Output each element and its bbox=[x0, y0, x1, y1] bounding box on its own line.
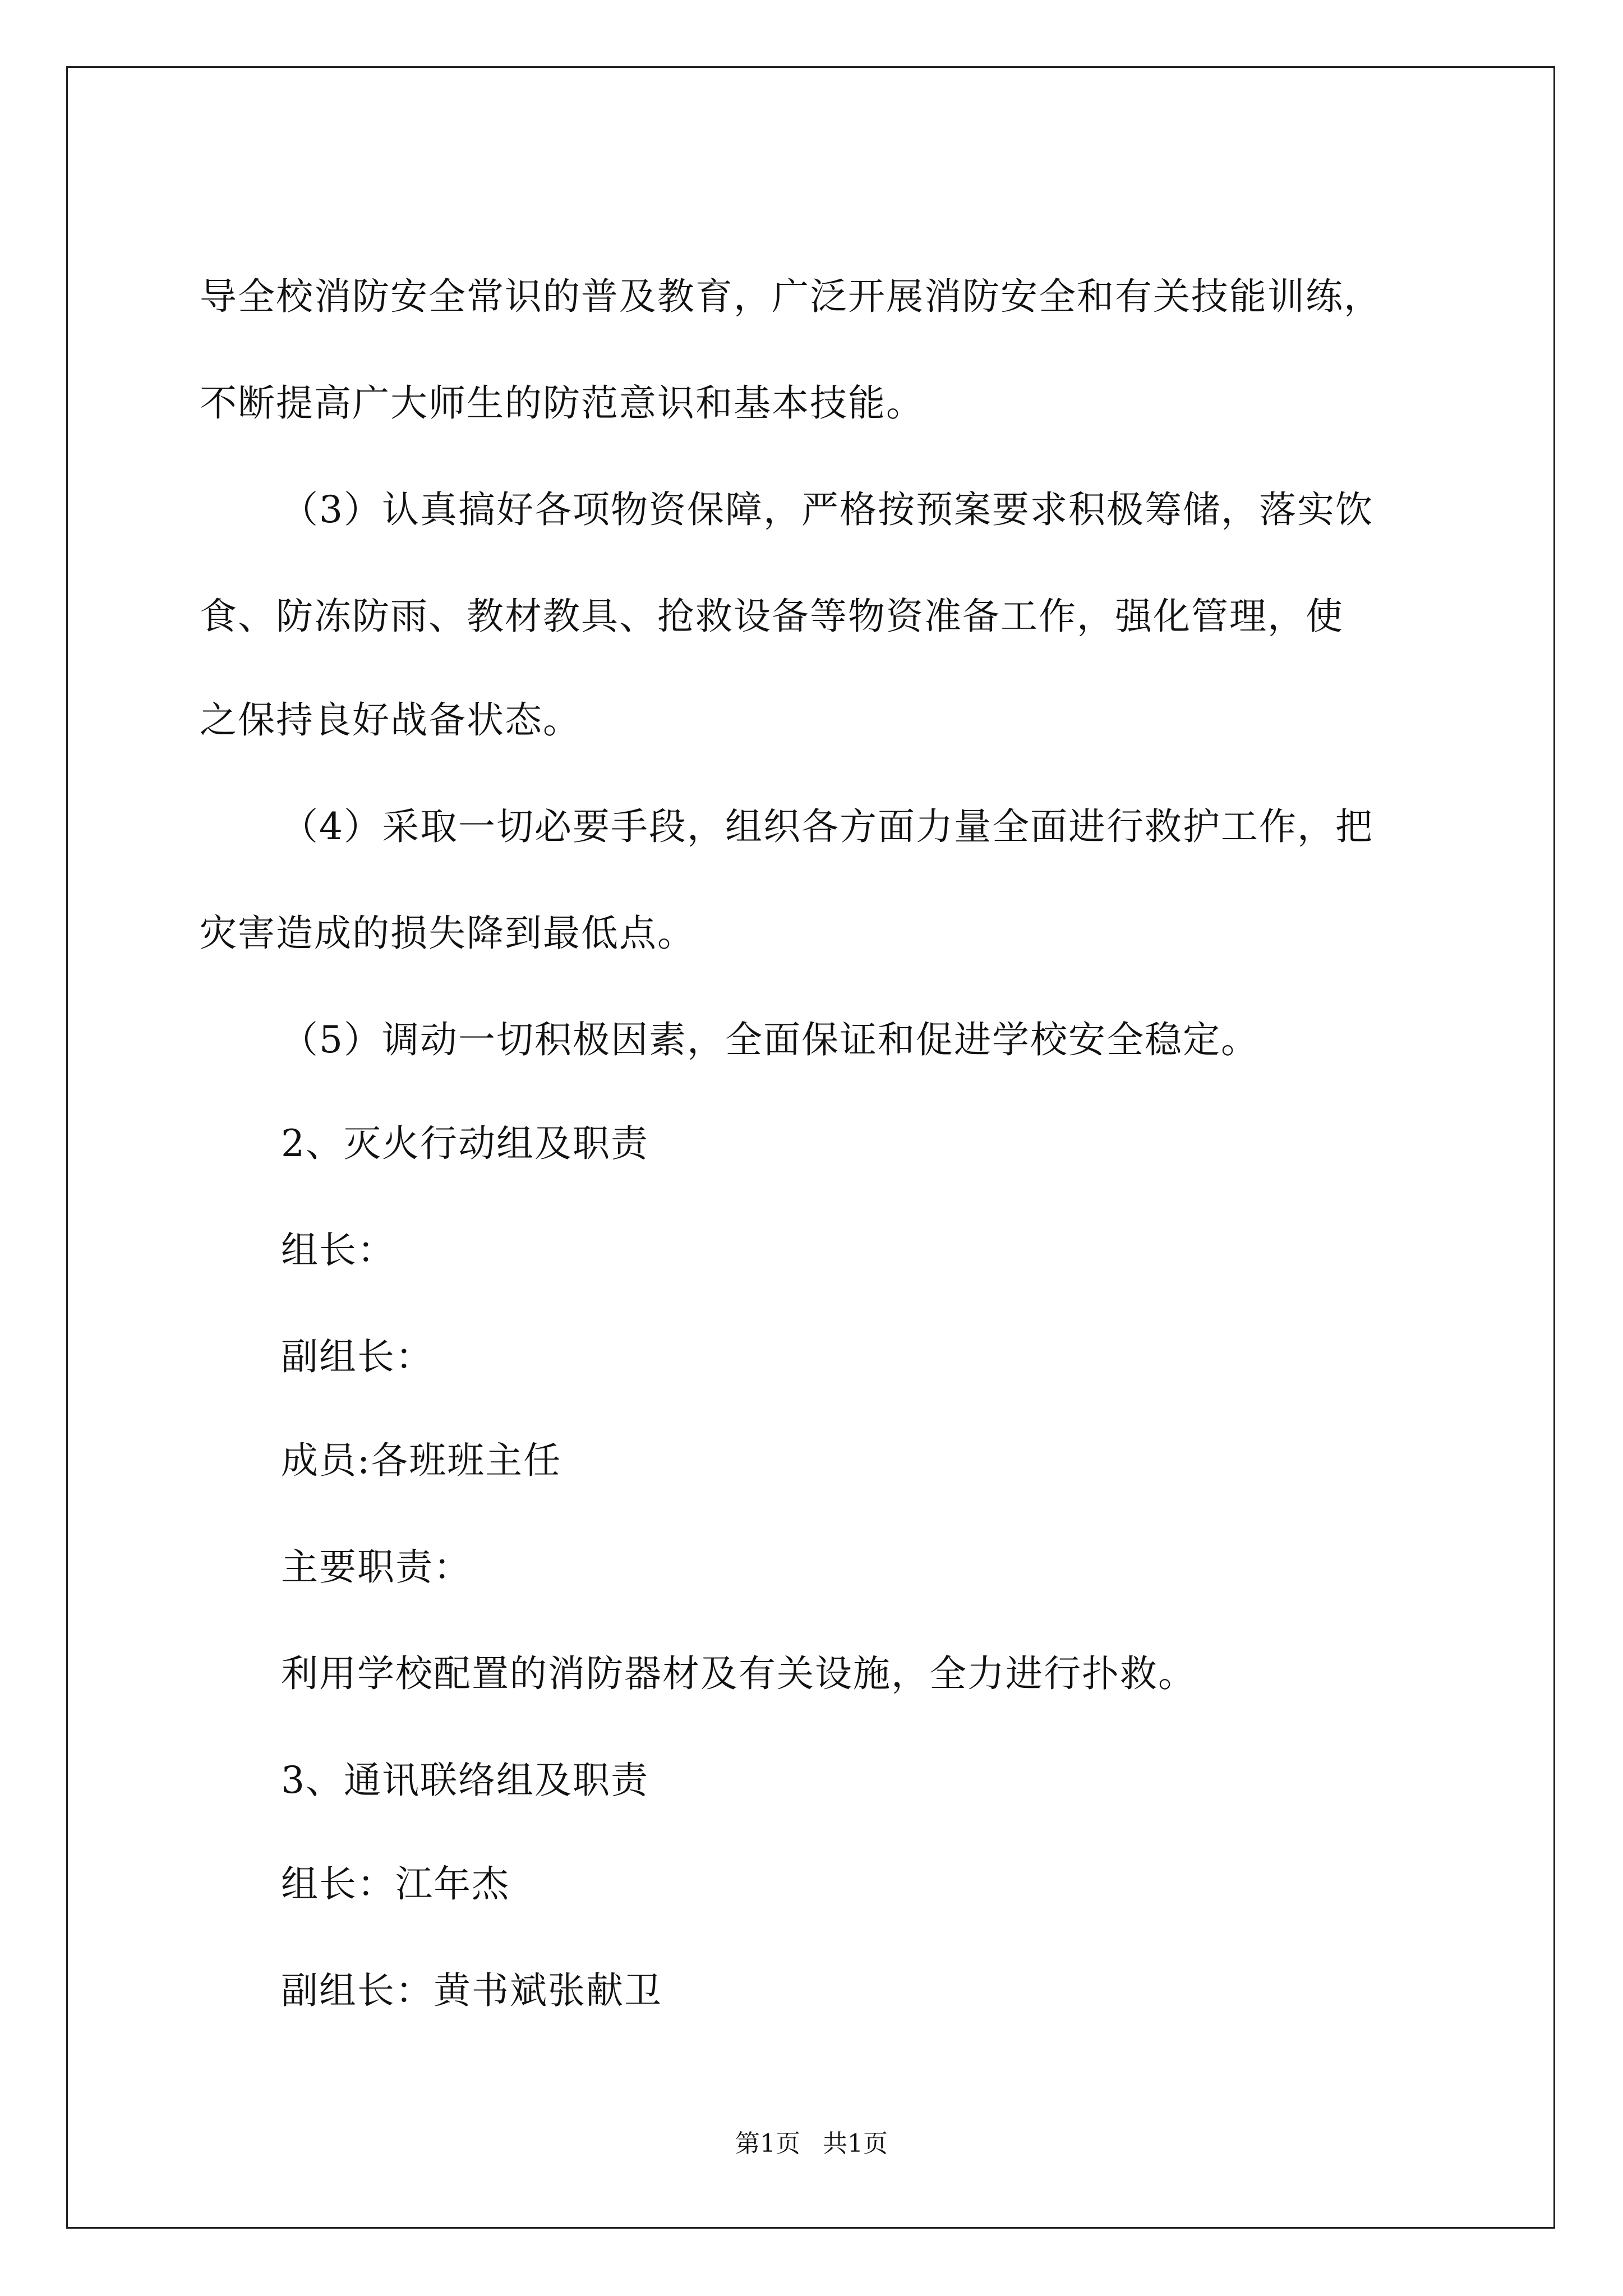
text-line: 3、通讯联络组及职责 bbox=[281, 1759, 649, 1802]
text-line: 副组长：黄书斌张献卫 bbox=[281, 1969, 662, 2012]
text-line: 之保持良好战备状态。 bbox=[200, 698, 581, 742]
document-body bbox=[68, 68, 1553, 2227]
text-line: 灾害造成的损失降到最低点。 bbox=[200, 912, 695, 955]
text-line: 组长：江年杰 bbox=[281, 1862, 510, 1906]
text-line: 组长： bbox=[281, 1228, 395, 1272]
text-line: 主要职责： bbox=[281, 1545, 472, 1589]
text-line: 2、灭火行动组及职责 bbox=[281, 1122, 649, 1165]
text-line: 成员:各班班主任 bbox=[281, 1439, 562, 1482]
page-total: 共1页 bbox=[823, 2129, 888, 2158]
text-line: （5）调动一切积极因素，全面保证和促进学校安全稳定。 bbox=[281, 1018, 1259, 1061]
text-line: 食、防冻防雨、教材教具、抢救设备等物资准备工作，强化管理，使 bbox=[200, 595, 1344, 638]
page-number: 第1页 bbox=[735, 2129, 800, 2158]
text-line: 不断提高广大师生的防范意识和基本技能。 bbox=[200, 381, 924, 425]
text-line: 利用学校配置的消防器材及有关设施，全力进行扑救。 bbox=[281, 1652, 1196, 1695]
page-frame bbox=[66, 66, 1555, 2229]
page-footer bbox=[0, 2129, 1623, 2158]
text-line: （3）认真搞好各项物资保障，严格按预案要求积极筹储，落实饮 bbox=[281, 488, 1373, 531]
text-line: 导全校消防安全常识的普及教育，广泛开展消防安全和有关技能训练， bbox=[200, 275, 1382, 318]
text-line: 副组长： bbox=[281, 1335, 434, 1378]
text-line: （4）采取一切必要手段，组织各方面力量全面进行救护工作，把 bbox=[281, 805, 1373, 848]
